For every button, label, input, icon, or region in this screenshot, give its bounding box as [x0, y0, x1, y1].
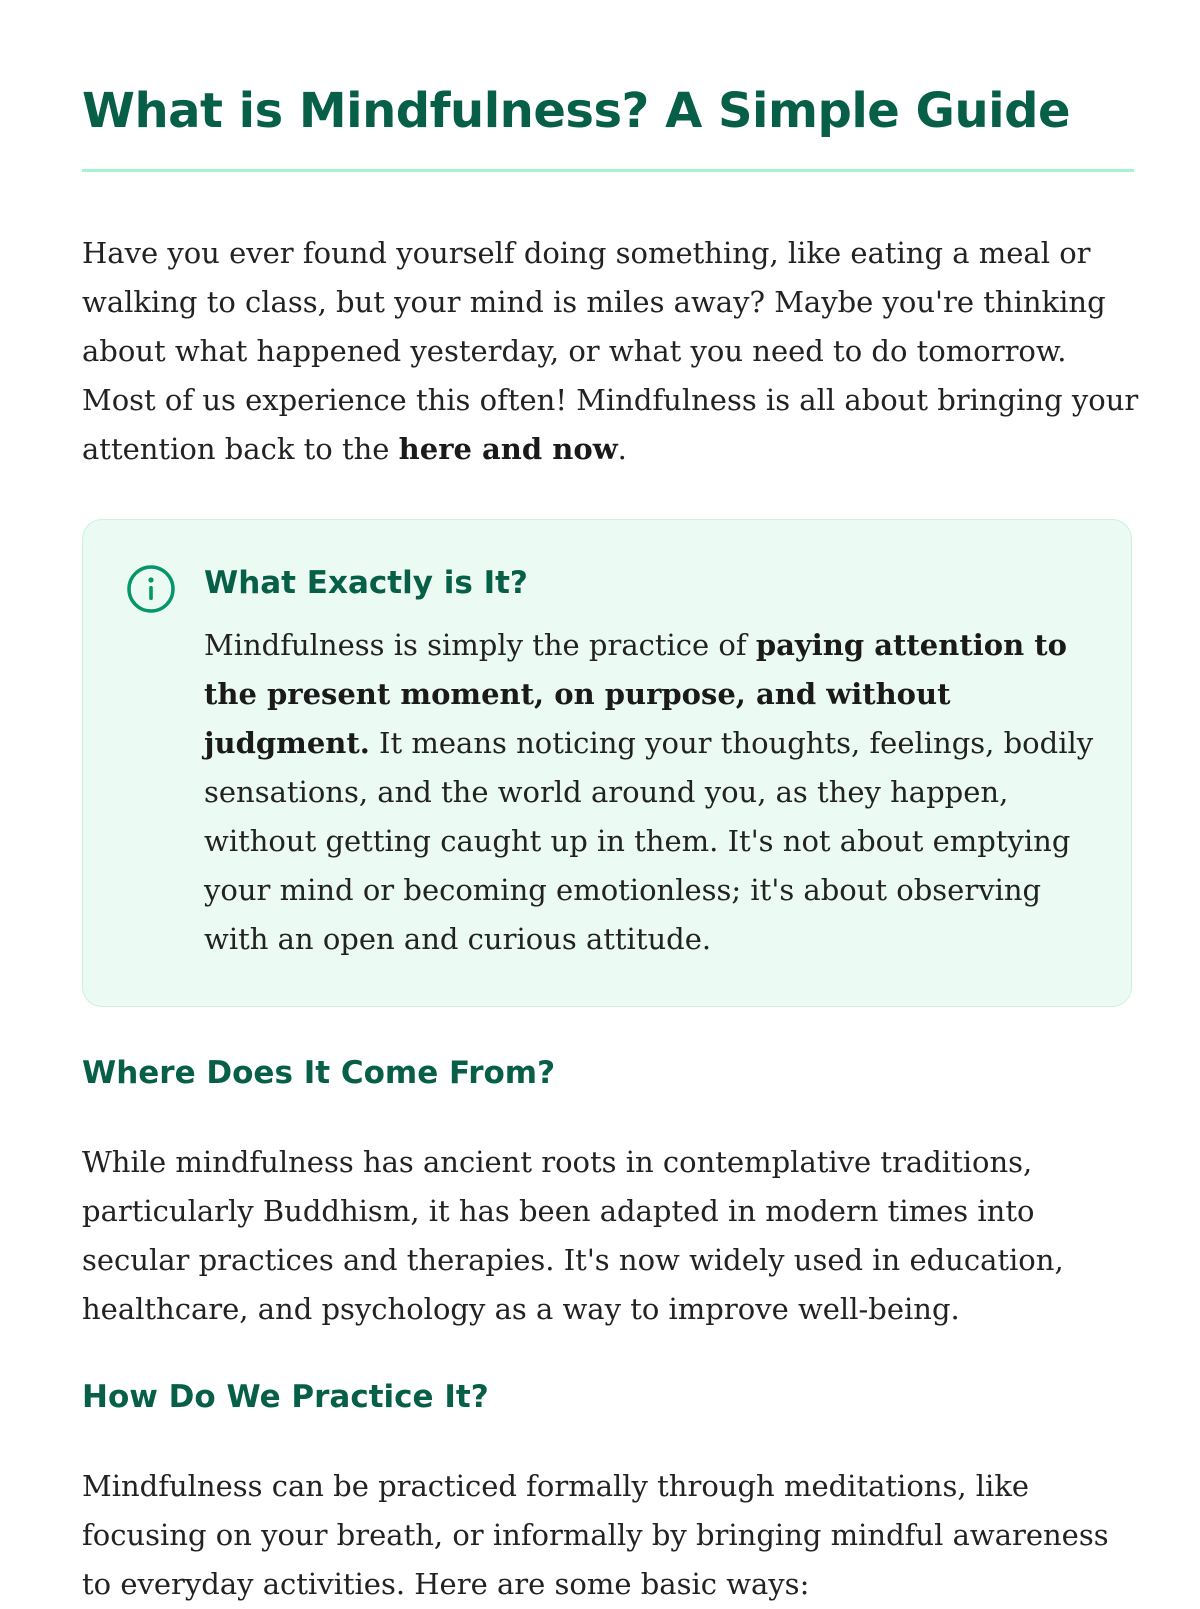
intro-emphasis: here and now [398, 432, 618, 466]
definition-callout [82, 519, 1132, 1007]
section-text-origin: While mindfulness has ancient roots in contemplative traditions, particularly Buddhism, it has been adapted in modern times into secular practices and therapies. It's now widely used in education, healthcare, and psychology as a way to improve well-being. [82, 1145, 1064, 1326]
intro-text: Have you ever found yourself doing something, like eating a meal or walking to class, but your mind is miles away? Maybe you're thinking about what happened yesterday, or what you need to do tomorrow. Most of us experience this often! Mindfulness is all about bringing your attention back to the [82, 236, 1139, 466]
title-divider [82, 169, 1134, 172]
callout-emphasis: paying attention to the present moment, on purpose, and without judgment. [204, 628, 1068, 760]
section-text-practice: Mindfulness can be practiced formally through meditations, like focusing on your breath, or informally by bringing mindful awareness to everyday activities. Here are some basic ways: [82, 1469, 1109, 1601]
callout-text-start: Mindfulness is simply the practice of [204, 628, 756, 662]
intro-paragraph [82, 229, 1142, 474]
info-icon [126, 564, 176, 614]
callout-title: What Exactly is It? [204, 565, 528, 601]
section-heading-practice: How Do We Practice It? [82, 1379, 489, 1415]
section-heading-origin: Where Does It Come From? [82, 1055, 556, 1091]
article [82, 0, 1139, 1609]
callout-text [204, 621, 1109, 964]
page-title: What is Mindfulness? A Simple Guide [82, 83, 1070, 139]
intro-end: . [617, 432, 627, 466]
callout-text-end: It means noticing your thoughts, feelings, bodily sensations, and the world around you, as they happen, without getting caught up in them. It's not about emptying your mind or becoming emotionless; it's about observing with an open and curious attitude. [204, 726, 1094, 956]
